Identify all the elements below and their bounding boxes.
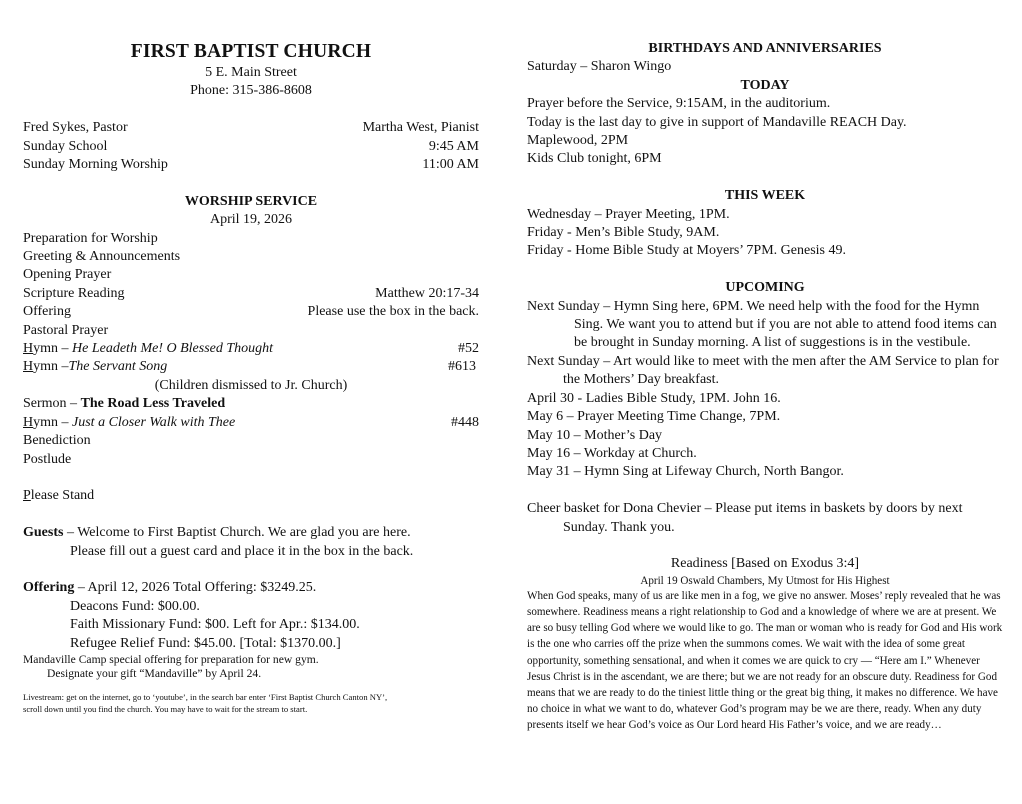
- order-hymn-1: [23, 340, 479, 358]
- hymn2-prefix: ymn –: [33, 359, 69, 375]
- left-column: [23, 40, 479, 716]
- livestream-line-2: scroll down until you find the church. You may have to wait for the stream to start.: [23, 704, 308, 715]
- this-week-heading: THIS WEEK: [724, 188, 806, 204]
- staff-row-2: [23, 138, 479, 156]
- scripture-label: Scripture Reading: [23, 285, 125, 301]
- guests-paragraph: [23, 524, 479, 561]
- birthday-item: Saturday – Sharon Wingo: [527, 59, 672, 75]
- order-scripture: [23, 285, 479, 303]
- pianist-name: Martha West, Pianist: [362, 120, 479, 136]
- offering-label: Offering: [23, 304, 71, 320]
- today-item-2: Today is the last day to give in support of Mandaville REACH Day.: [527, 114, 907, 130]
- right-column: [527, 40, 1003, 734]
- week-item-1: Wednesday – Prayer Meeting, 1PM.: [527, 206, 730, 222]
- hymn1-title: He Leadeth Me! O Blessed Thought: [72, 341, 274, 357]
- order-offering: [23, 303, 479, 321]
- hymn3-prefix: ymn –: [33, 414, 73, 430]
- offering-report-label: Offering: [23, 580, 75, 596]
- scripture-ref: Matthew 20:17-34: [375, 285, 479, 301]
- hymn2-number: #613: [448, 359, 476, 375]
- upcoming-art: Next Sunday – Art would like to meet with the men after the AM Service to plan for the Mothers’ Day breakfast.: [527, 353, 999, 388]
- upcoming-item-4: May 16 – Workday at Church.: [527, 445, 697, 461]
- order-benediction: Benediction: [23, 433, 91, 449]
- readiness-source: April 19 Oswald Chambers, My Utmost for His Highest: [640, 574, 890, 587]
- upcoming-item-3: May 10 – Mother’s Day: [527, 427, 663, 443]
- service-date: April 19, 2026: [209, 212, 293, 228]
- birthdays-heading: BIRTHDAYS AND ANNIVERSARIES: [648, 41, 882, 56]
- sunday-school-time: 9:45 AM: [428, 138, 479, 154]
- hymn3-h: H: [23, 414, 34, 430]
- hymn3-title: Just a Closer Walk with Thee: [72, 414, 236, 430]
- church-name: FIRST BAPTIST CHURCH: [130, 41, 372, 62]
- readiness-body: When God speaks, many of us are like men in a fog, we give no answer. Moses’ reply revealed that he was somewhere. Readiness means a right relationship to God and a knowledge of where we are at present. We are so busy telling God where we would like to go. The man or woman who is ready for God and His work is the one who carries off the prize when the summons comes. We wait with the idea of some great opportunity, something sensational, and when it comes we are quick to cry — “Here am I.” Whenever Jesus Christ is in the ascendant, we are there; but we are not ready for an obscure duty. Readiness for God means that we are ready to do the tiniest little thing or the great big thing, it makes no difference. We have no choice in what we want to do, whatever God’s program may be we are there, ready. When any duty presents itself we hear God’s voice as Our Lord heard His Father’s voice, and we are ready…: [527, 589, 1003, 732]
- order-prep: Preparation for Worship: [23, 230, 158, 246]
- offering-total: – April 12, 2026 Total Offering: $3249.25.: [74, 580, 317, 596]
- offering-paragraph: [23, 579, 479, 653]
- hymn2-title: The Servant Song: [68, 359, 168, 375]
- refugee-relief-fund: Refugee Relief Fund: $45.00. [Total: $1370.00.]: [70, 635, 341, 651]
- guests-label: Guests: [23, 525, 64, 541]
- order-hymn-2: [23, 358, 479, 376]
- order-pastoral-prayer: Pastoral Prayer: [23, 322, 109, 338]
- today-item-3: Maplewood, 2PM: [527, 133, 629, 149]
- staff-row-3: [23, 156, 479, 174]
- week-item-2: Friday - Men’s Bible Study, 9AM.: [527, 225, 720, 241]
- upcoming-item-2: May 6 – Prayer Meeting Time Change, 7PM.: [527, 409, 781, 425]
- deacons-fund: Deacons Fund: $00.00.: [70, 598, 200, 614]
- order-postlude: Postlude: [23, 451, 72, 467]
- worship-label: Sunday Morning Worship: [23, 157, 168, 173]
- upcoming-item-5: May 31 – Hymn Sing at Lifeway Church, North Bangor.: [527, 464, 844, 480]
- hymn1-h: H: [23, 341, 34, 357]
- church-address: 5 E. Main Street: [205, 65, 297, 80]
- order-greeting: Greeting & Announcements: [23, 249, 181, 265]
- mandaville-note-2: Designate your gift “Mandaville” by April 24.: [47, 667, 262, 681]
- readiness-title: Readiness [Based on Exodus 3:4]: [670, 556, 860, 572]
- order-sermon: [23, 395, 479, 413]
- upcoming-hymn-sing: Next Sunday – Hymn Sing here, 6PM. We need help with the food for the Hymn Sing. We want you to attend but if you are not able to attend food items can be brought in Sunday morning. A list of suggestions is in the vestibule.: [527, 298, 997, 351]
- children-dismissed: (Children dismissed to Jr. Church): [154, 377, 348, 393]
- hymn1-prefix: ymn –: [33, 341, 73, 357]
- guests-text-2: Please fill out a guest card and place it in the box in the back.: [70, 543, 414, 559]
- week-item-3: Friday - Home Bible Study at Moyers’ 7PM. Genesis 49.: [527, 243, 846, 259]
- worship-time: 11:00 AM: [422, 157, 479, 173]
- sunday-school-label: Sunday School: [23, 138, 108, 154]
- upcoming-item-1: April 30 - Ladies Bible Study, 1PM. John 16.: [527, 390, 781, 406]
- today-item-1: Prayer before the Service, 9:15AM, in the auditorium.: [527, 96, 831, 112]
- guests-text-1: – Welcome to First Baptist Church. We are glad you are here.: [63, 525, 411, 541]
- stand-rest: lease Stand: [30, 488, 95, 504]
- worship-service-heading: WORSHIP SERVICE: [184, 193, 318, 209]
- order-hymn-3: [23, 414, 479, 432]
- order-opening-prayer: Opening Prayer: [23, 267, 112, 283]
- faith-missionary-fund: Faith Missionary Fund: $00. Left for Apr.: $134.00.: [70, 617, 360, 633]
- please-stand-note: [23, 487, 479, 505]
- hymn1-number: #52: [458, 341, 479, 357]
- upcoming-heading: UPCOMING: [725, 280, 805, 296]
- hymn3-number: #448: [451, 414, 479, 430]
- sermon-label: Sermon –: [23, 396, 81, 412]
- offering-note: Please use the box in the back.: [307, 304, 479, 320]
- livestream-line-1: Livestream: get on the internet, go to ‘youtube’, in the search bar enter ‘First Baptist Church Canton NY’,: [23, 691, 388, 702]
- pastor-name: Fred Sykes, Pastor: [23, 120, 128, 136]
- stand-p: P: [23, 488, 31, 504]
- today-item-4: Kids Club tonight, 6PM: [527, 151, 662, 167]
- staff-row-1: [23, 119, 479, 137]
- church-phone: Phone: 315-386-8608: [190, 83, 312, 99]
- today-heading: TODAY: [740, 77, 790, 93]
- mandaville-note-1: Mandaville Camp special offering for preparation for new gym.: [23, 652, 319, 666]
- hymn2-h: H: [23, 359, 34, 375]
- sermon-title: The Road Less Traveled: [80, 396, 226, 412]
- cheer-basket-note: Cheer basket for Dona Chevier – Please put items in baskets by doors by next Sunday. Thank you.: [527, 501, 963, 535]
